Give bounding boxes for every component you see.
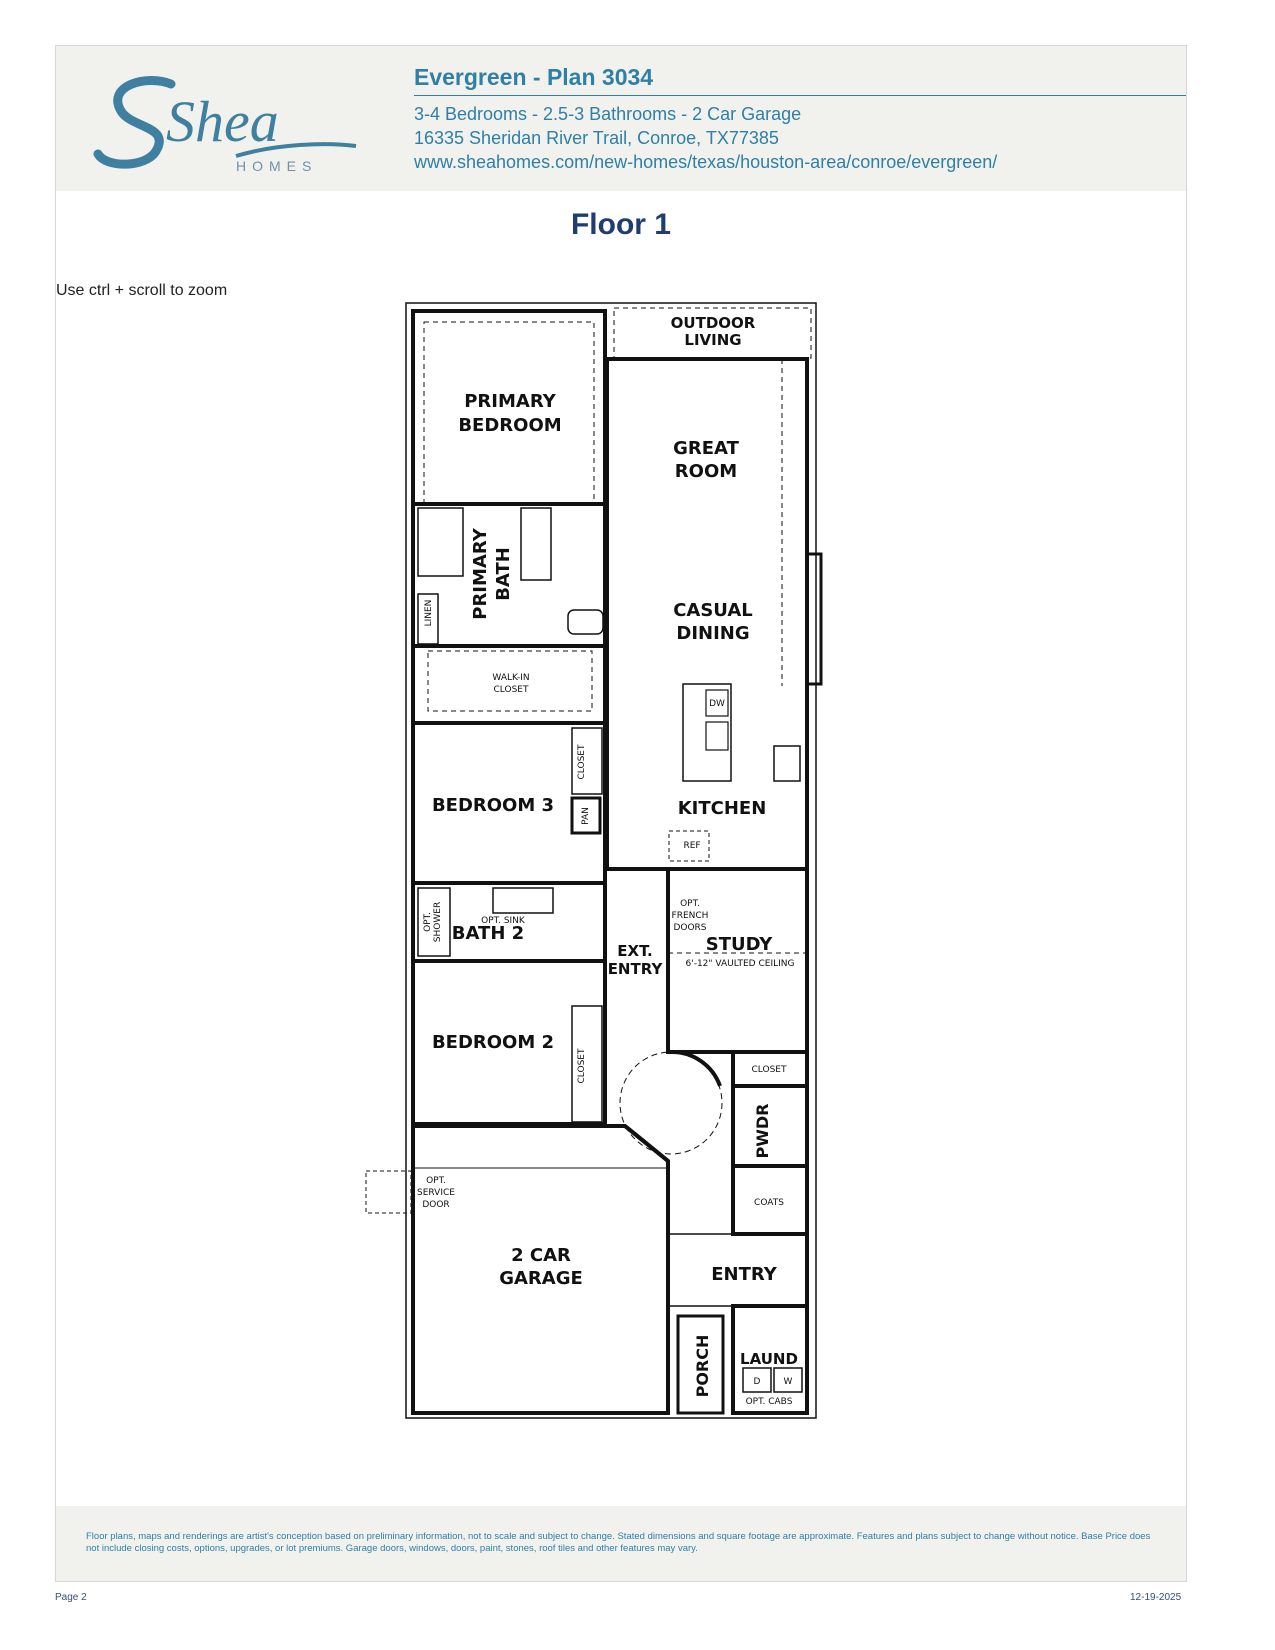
label-opt-shower-1: OPT. <box>423 912 433 932</box>
floor-title: Floor 1 <box>570 208 671 241</box>
label-casual-dining-2: DINING <box>676 623 750 644</box>
label-opt-sink: OPT. SINK <box>481 916 525 926</box>
disclaimer: Floor plans, maps and renderings are artist's conception based on preliminary information, not to scale and subject to change. Stated dimensions and square footage are approximate. Features and plans subject to change without notice. Base Price does not include closing costs, options, upgrades, or lot premiums. Garage doors, windows, doors, paint, stones, roof tiles and other features may vary. <box>86 1531 1151 1554</box>
logo-subtext: HOMES <box>236 158 318 174</box>
plan-url-link[interactable]: www.sheahomes.com/new-homes/texas/houston-area/conroe/evergreen/ <box>414 152 998 172</box>
label-opt-shower-2: SHOWER <box>433 901 443 943</box>
label-closet-bedroom3: CLOSET <box>577 744 587 780</box>
label-kitchen: KITCHEN <box>677 798 767 819</box>
label-closet-study: CLOSET <box>751 1065 787 1075</box>
label-opt-french-3: DOORS <box>673 923 707 933</box>
label-bedroom3: BEDROOM 3 <box>431 795 555 816</box>
logo-wordmark: Shea <box>166 89 279 154</box>
floor-plan-drawing[interactable] <box>56 46 1186 1506</box>
label-opt-french-2: FRENCH <box>671 911 709 921</box>
label-opt-service-3: DOOR <box>422 1200 450 1210</box>
footer-band <box>56 1506 1186 1581</box>
label-garage-2: GARAGE <box>499 1268 583 1289</box>
label-porch: PORCH <box>693 1334 712 1398</box>
label-closet-bedroom2: CLOSET <box>577 1048 587 1084</box>
label-opt-cabs: OPT. CABS <box>745 1397 793 1407</box>
label-outdoor-living-1: OUTDOOR <box>670 314 756 332</box>
plan-title: Evergreen - Plan 3034 <box>414 64 1186 96</box>
label-entry: ENTRY <box>711 1264 777 1285</box>
label-ref: REF <box>683 841 701 851</box>
label-bedroom2: BEDROOM 2 <box>431 1032 555 1053</box>
label-primary-bath-1: PRIMARY <box>470 528 491 620</box>
label-great-room-2: ROOM <box>674 461 738 482</box>
plan-address: 16335 Sheridan River Trail, Conroe, TX77385 <box>414 128 779 148</box>
label-vaulted-ceiling: 6'-12" VAULTED CEILING <box>685 959 795 969</box>
label-casual-dining-1: CASUAL <box>673 600 753 621</box>
label-pan: PAN <box>581 807 591 825</box>
label-ext-entry-1: EXT. <box>617 942 653 960</box>
plan-specs: 3-4 Bedrooms - 2.5-3 Bathrooms - 2 Car Garage <box>414 104 802 124</box>
label-ext-entry-2: ENTRY <box>607 960 663 978</box>
page-number: Page 2 <box>55 1592 87 1603</box>
print-date: 12-19-2025 <box>1130 1592 1182 1603</box>
label-linen: LINEN <box>424 599 434 627</box>
label-primary-bedroom-2: BEDROOM <box>458 415 562 436</box>
label-primary-bedroom-1: PRIMARY <box>464 391 556 412</box>
plan-sheet <box>55 45 1187 1582</box>
label-coats: COATS <box>754 1198 784 1208</box>
label-study: STUDY <box>705 934 773 955</box>
zoom-hint: Use ctrl + scroll to zoom <box>56 282 228 299</box>
label-opt-service-1: OPT. <box>426 1176 446 1186</box>
label-dryer: D <box>753 1377 761 1387</box>
label-bath2: BATH 2 <box>451 923 525 944</box>
label-pwdr: PWDR <box>753 1103 772 1159</box>
label-laund: LAUND <box>740 1350 798 1368</box>
label-opt-french-1: OPT. <box>680 899 700 909</box>
label-primary-bath-2: BATH <box>493 547 514 601</box>
outline <box>406 303 816 1418</box>
ceiling-primary <box>424 322 594 504</box>
label-walkin-2: CLOSET <box>493 685 529 695</box>
label-dw: DW <box>709 699 725 709</box>
label-outdoor-living-2: LIVING <box>684 331 742 349</box>
label-washer: W <box>783 1377 793 1387</box>
label-great-room-1: GREAT <box>673 438 739 459</box>
label-opt-service-2: SERVICE <box>417 1188 455 1198</box>
label-walkin-1: WALK-IN <box>492 673 530 683</box>
label-garage-1: 2 CAR <box>511 1245 571 1266</box>
